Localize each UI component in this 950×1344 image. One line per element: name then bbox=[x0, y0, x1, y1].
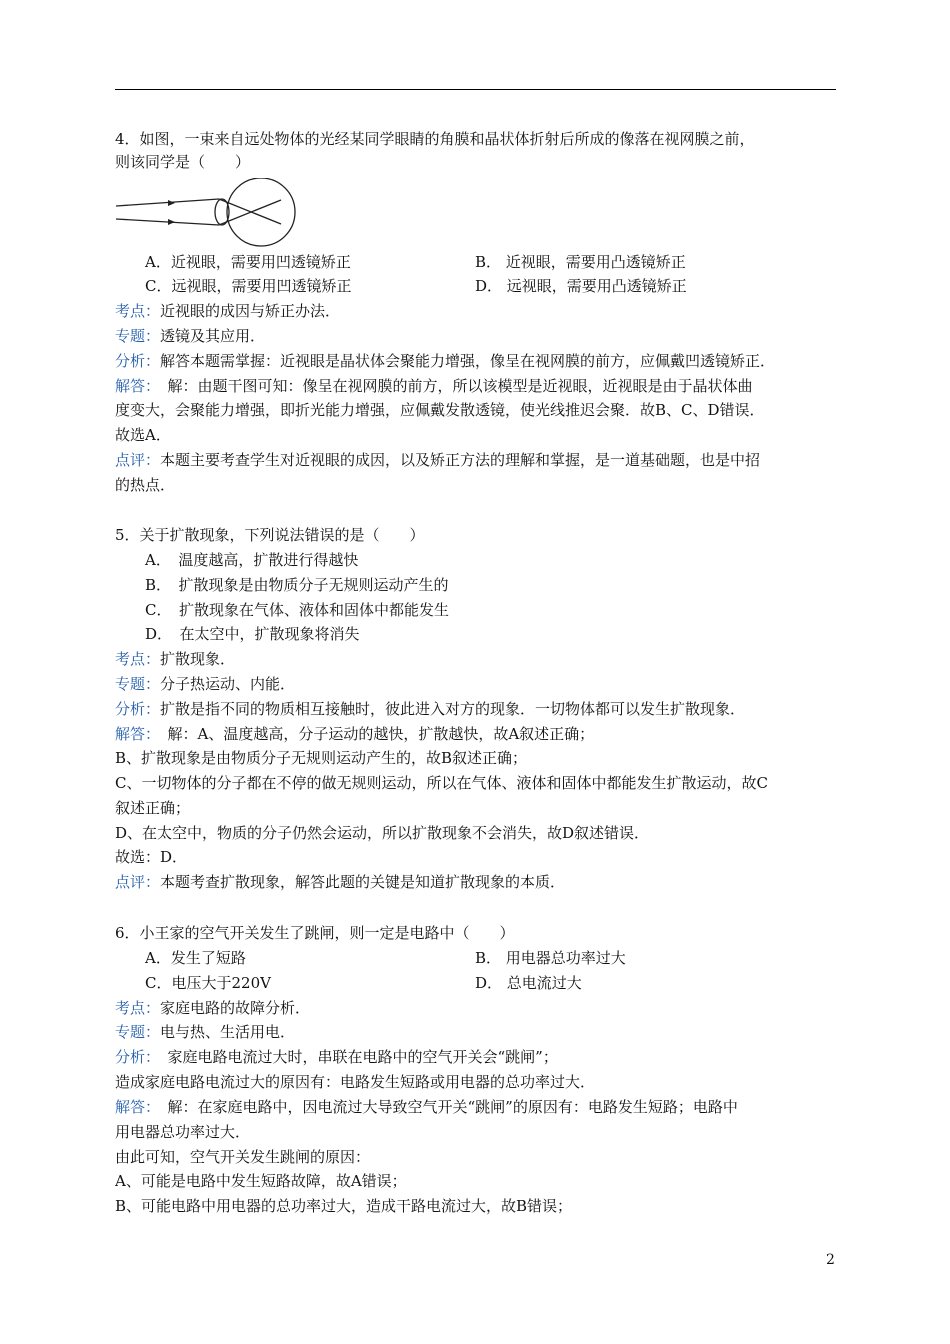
q4-jieda-line2: 度变大，会聚能力增强，即折光能力增强，应佩戴发散透镜，使光线推迟会聚．故B、C、D错误． bbox=[115, 401, 765, 419]
zhuanti-text: 分子热运动、内能． bbox=[160, 675, 296, 693]
q6-option-a: A．发生了短路 bbox=[145, 949, 246, 967]
dianping-text: 本题考查扩散现象，解答此题的关键是知道扩散现象的本质． bbox=[160, 873, 566, 891]
q5-stem: 5．关于扩散现象，下列说法错误的是（ ） bbox=[115, 526, 425, 544]
q4-option-c: C．远视眼，需要用凹透镜矫正 bbox=[145, 277, 352, 295]
q6-jieda-line2: 用电器总功率过大． bbox=[115, 1123, 251, 1141]
jieda-text: 解：由题干图可知：像呈在视网膜的前方，所以该模型是近视眼，近视眼是由于晶状体曲 bbox=[152, 377, 753, 395]
dianping-text: 本题主要考查学生对近视眼的成因，以及矫正方法的理解和掌握，是一道基础题，也是中招 bbox=[160, 451, 761, 469]
q5-jieda-line2: B、扩散现象是由物质分子无规则运动产生的，故B叙述正确； bbox=[115, 749, 528, 767]
q4-option-b: B． 近视眼，需要用凸透镜矫正 bbox=[475, 253, 686, 271]
q6-fenxi-line1 bbox=[115, 1047, 558, 1067]
q4-option-a: A．近视眼，需要用凹透镜矫正 bbox=[145, 253, 351, 271]
q5-jieda-line1 bbox=[115, 724, 594, 744]
q4-kaodian bbox=[115, 301, 340, 321]
q4-dianping-line1 bbox=[115, 450, 760, 470]
q4-zhuanti bbox=[115, 326, 265, 346]
q6-jieda-line1 bbox=[115, 1097, 738, 1117]
ray-arrowhead-upper bbox=[168, 200, 175, 206]
fenxi-text: 家庭电路电流过大时，串联在电路中的空气开关会“跳闸”； bbox=[152, 1048, 558, 1066]
q5-zhuanti bbox=[115, 674, 295, 694]
fenxi-label: 分析： bbox=[115, 1048, 153, 1066]
q4-jieda-line3: 故选A． bbox=[115, 426, 171, 444]
zhuanti-text: 电与热、生活用电． bbox=[160, 1023, 296, 1041]
q5-option-a: A． 温度越高，扩散进行得越快 bbox=[145, 551, 359, 569]
q6-jieda-line4: A、可能是电路中发生短路故障，故A错误； bbox=[115, 1172, 407, 1190]
dianping-label: 点评： bbox=[115, 873, 161, 891]
kaodian-label: 考点： bbox=[115, 302, 161, 320]
q4-stem-line1: 4．如图，一束来自远处物体的光经某同学眼睛的角膜和晶状体折射后所成的像落在视网膜之前， bbox=[115, 130, 755, 148]
kaodian-text: 家庭电路的故障分析． bbox=[160, 999, 311, 1017]
jieda-label: 解答： bbox=[115, 377, 153, 395]
q6-stem: 6．小王家的空气开关发生了跳闸，则一定是电路中（ ） bbox=[115, 924, 515, 942]
myopia-eye-diagram bbox=[113, 178, 303, 248]
kaodian-text: 近视眼的成因与矫正办法． bbox=[160, 302, 341, 320]
q5-fenxi bbox=[115, 699, 745, 719]
fenxi-label: 分析： bbox=[115, 700, 161, 718]
q5-option-c: C． 扩散现象在气体、液体和固体中都能发生 bbox=[145, 601, 449, 619]
kaodian-label: 考点： bbox=[115, 999, 161, 1017]
kaodian-text: 扩散现象． bbox=[160, 650, 236, 668]
q6-jieda-line3: 由此可知，空气开关发生跳闸的原因： bbox=[115, 1148, 371, 1166]
fenxi-label: 分析： bbox=[115, 352, 161, 370]
q5-jieda-line5: D、在太空中，物质的分子仍然会运动，所以扩散现象不会消失，故D叙述错误． bbox=[115, 824, 650, 842]
fenxi-text: 解答本题需掌握：近视眼是晶状体会聚能力增强，像呈在视网膜的前方，应佩戴凹透镜矫正． bbox=[160, 352, 776, 370]
q5-jieda-line3: C、一切物体的分子都在不停的做无规则运动，所以在气体、液体和固体中都能发生扩散运动，故C bbox=[115, 774, 768, 792]
zhuanti-text: 透镜及其应用． bbox=[160, 327, 266, 345]
header-rule bbox=[115, 89, 836, 90]
q4-jieda-line1 bbox=[115, 376, 753, 396]
kaodian-label: 考点： bbox=[115, 650, 161, 668]
q4-stem-line2: 则该同学是（ ） bbox=[115, 153, 251, 171]
jieda-label: 解答： bbox=[115, 1098, 153, 1116]
jieda-label: 解答： bbox=[115, 725, 153, 743]
dianping-label: 点评： bbox=[115, 451, 161, 469]
zhuanti-label: 专题： bbox=[115, 675, 161, 693]
q6-option-b: B． 用电器总功率过大 bbox=[475, 949, 626, 967]
q6-zhuanti bbox=[115, 1022, 295, 1042]
q5-option-b: B． 扩散现象是由物质分子无规则运动产生的 bbox=[145, 576, 449, 594]
q6-jieda-line5: B、可能电路中用电器的总功率过大，造成干路电流过大，故B错误； bbox=[115, 1197, 573, 1215]
eyeball-outline bbox=[227, 178, 295, 246]
zhuanti-label: 专题： bbox=[115, 327, 161, 345]
q5-dianping bbox=[115, 872, 565, 892]
zhuanti-label: 专题： bbox=[115, 1023, 161, 1041]
q4-fenxi bbox=[115, 351, 775, 371]
light-ray-lower bbox=[116, 219, 219, 225]
fenxi-text: 扩散是指不同的物质相互接触时，彼此进入对方的现象．一切物体都可以发生扩散现象． bbox=[160, 700, 746, 718]
q6-option-c: C．电压大于220V bbox=[145, 974, 271, 992]
q5-jieda-line4: 叙述正确； bbox=[115, 799, 191, 817]
q6-kaodian bbox=[115, 998, 310, 1018]
light-ray-upper bbox=[116, 199, 219, 206]
q6-fenxi-line2: 造成家庭电路电流过大的原因有：电路发生短路或用电器的总功率过大． bbox=[115, 1073, 596, 1091]
q5-jieda-line6: 故选：D． bbox=[115, 848, 188, 866]
q4-dianping-line2: 的热点． bbox=[115, 476, 176, 494]
ray-arrowhead-lower bbox=[168, 219, 175, 225]
page-number: 2 bbox=[826, 1252, 835, 1268]
q6-option-d: D． 总电流过大 bbox=[475, 974, 582, 992]
jieda-text: 解：在家庭电路中，因电流过大导致空气开关“跳闸”的原因有：电路发生短路；电路中 bbox=[152, 1098, 738, 1116]
q4-option-d: D． 远视眼，需要用凸透镜矫正 bbox=[475, 277, 687, 295]
jieda-text: 解：A、温度越高，分子运动的越快，扩散越快，故A叙述正确； bbox=[152, 725, 595, 743]
q5-kaodian bbox=[115, 649, 235, 669]
q5-option-d: D． 在太空中，扩散现象将消失 bbox=[145, 625, 360, 643]
